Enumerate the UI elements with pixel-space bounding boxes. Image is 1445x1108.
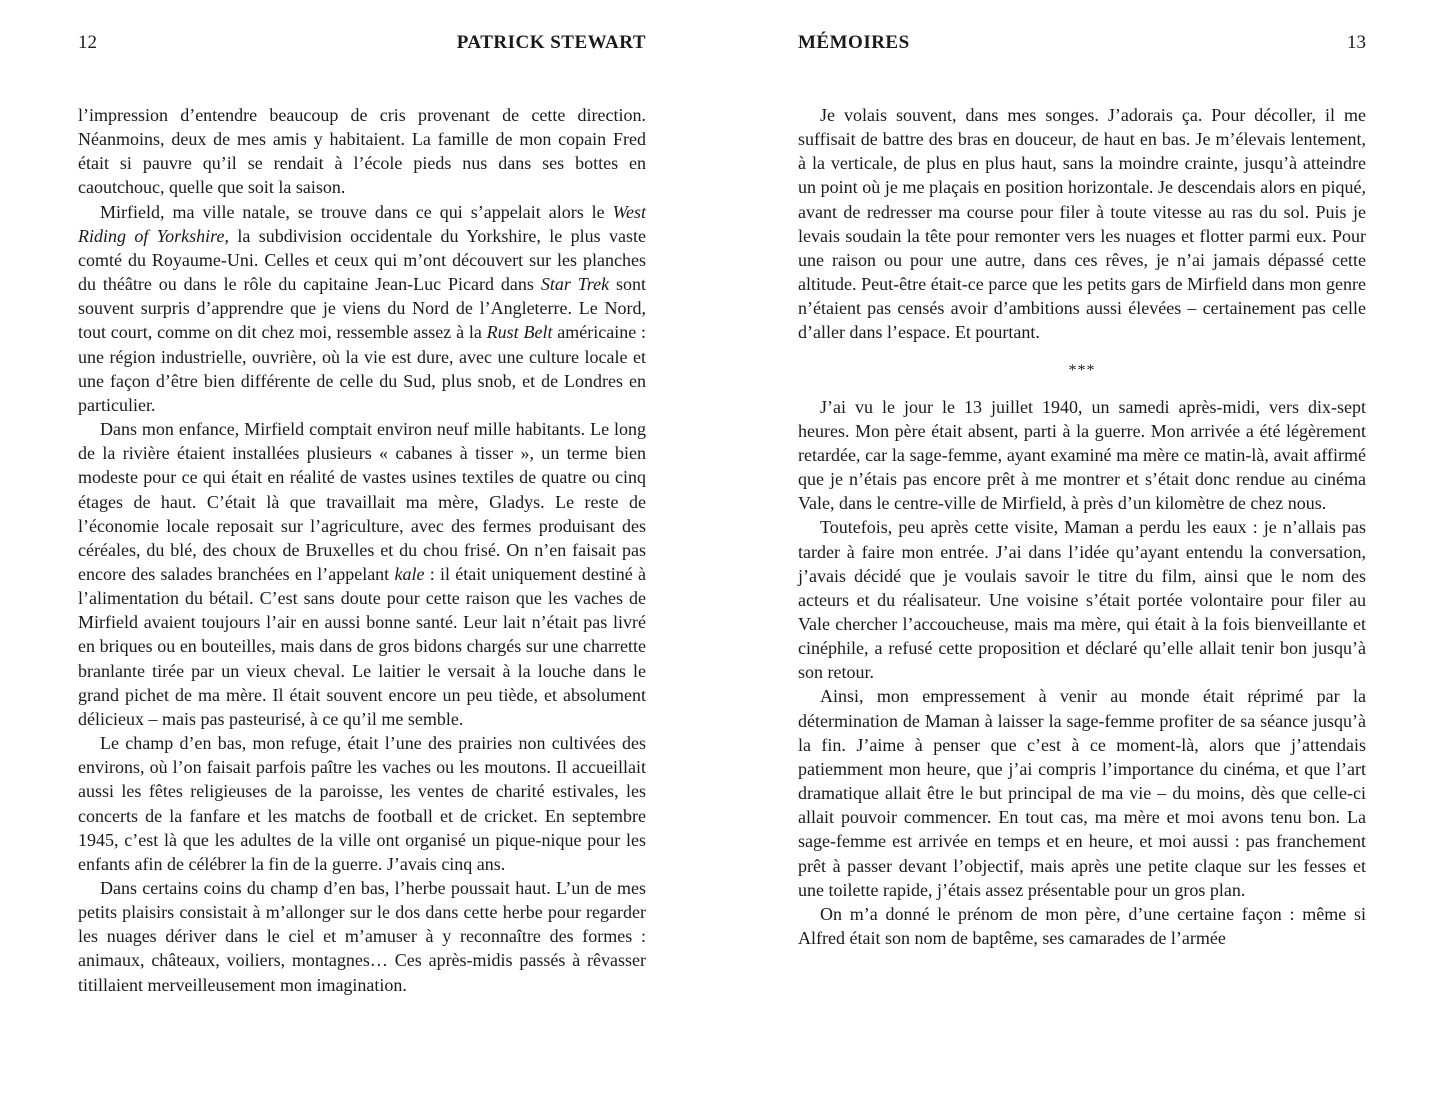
section-separator: *** bbox=[1068, 361, 1096, 379]
left-page bbox=[78, 0, 646, 1108]
paragraph: Toutefois, peu après cette visite, Maman a perdu les eaux : je n’allais pas tarder à faire mon entrée. J’ai dans l’idée qu’ayant entendu la conversation, j’avais décidé que je voulais savoir le titre du film, ainsi que le nom des acteurs et du réalisateur. Une voisine s’était portée volontaire pour filer au Vale chercher l’accoucheuse, mais ma mère, qui était à la fois bienveillante et cinéphile, a refusé cette proposition et déclaré qu’elle allait tenir bon jusqu’à son retour. bbox=[798, 517, 1366, 683]
left-running-head bbox=[78, 30, 646, 56]
paragraph: J’ai vu le jour le 13 juillet 1940, un samedi après-midi, vers dix-sept heures. Mon père était absent, parti à la guerre. Mon arrivée a été légèrement retardée, car la sage-femme, ayant examiné ma mère ce matin-là, avait affirmé que je n’étais pas encore prêt à me montrer et s’était donc rendue au cinéma Vale, dans le centre-ville de Mirfield, à près d’un kilomètre de chez nous. bbox=[798, 396, 1366, 514]
paragraph: l’impression d’entendre beaucoup de cris provenant de cette direction. Néanmoins, deux de mes amis y habitaient. La famille de mon copain Fred était si pauvre qu’il se rendait à l’école pieds nus dans ses bottes en caoutchouc, quelle que soit la saison. bbox=[78, 105, 646, 198]
right-page bbox=[798, 0, 1366, 1108]
paragraph: Ainsi, mon empressement à venir au monde était réprimé par la détermination de Maman à laisser la sage-femme profiter de sa séance jusqu’à la fin. J’aime à penser que c’est à ce moment-là, alors que j’attendais patiemment mon heure, que j’ai compris l’importance du cinéma, et que l’art dramatique allait être le but principal de ma vie – du moins, dès que celle-ci allait pouvoir commencer. En tout cas, ma mère et moi avons tenu bon. La sage-femme est arrivée en temps et en heure, et moi aussi : pas franchement prêt à passer devant l’objectif, mais après une petite claque sur les fesses et une toilette rapide, j’étais assez présentable pour un gros plan. bbox=[798, 686, 1366, 900]
paragraph: Le champ d’en bas, mon refuge, était l’une des prairies non cultivées des environs, où l’on faisait parfois paître les vaches ou les moutons. Il accueillait aussi les fêtes religieuses de la paroisse, les ventes de charité estivales, les concerts de la fanfare et les matchs de football et de cricket. En septembre 1945, c’est là que les adultes de la ville ont organisé un pique-nique pour les enfants afin de célébrer la fin de la guerre. J’avais cinq ans. bbox=[78, 733, 646, 874]
book-running-title: MÉMOIRES bbox=[798, 32, 910, 53]
paragraph: Dans certains coins du champ d’en bas, l’herbe poussait haut. L’un de mes petits plaisirs consistait à m’allonger sur le dos dans cette herbe pour regarder les nuages dériver dans le ciel et m’amuser à y reconnaître des formes : animaux, châteaux, voiliers, montagnes… Ces après-midis passés à rêvasser titillaient merveilleusement mon imagination. bbox=[78, 878, 646, 995]
right-running-head bbox=[798, 30, 1366, 56]
paragraph: Je volais souvent, dans mes songes. J’adorais ça. Pour décoller, il me suffisait de battre des bras en douceur, de haut en bas. Je m’élevais lentement, à la verticale, de plus en plus haut, sans la moindre crainte, jusqu’à atteindre un point où je me plaçais en position horizontale. Je descendais alors en piqué, avant de redresser ma course pour filer à toute vitesse au ras du sol. Puis je levais soudain la tête pour remonter vers les nuages et flotter parmi eux. Pour une raison ou pour une autre, dans ces rêves, je n’ai jamais dépassé cette altitude. Peut-être était-ce parce que les petits gars de Mirfield dans mon genre n’étaient pas censés avoir d’ambitions aussi élevées – certainement pas celle d’aller dans l’espace. Et pourtant. bbox=[798, 105, 1366, 343]
paragraph: Dans mon enfance, Mirfield comptait environ neuf mille habitants. Le long de la rivière étaient installées plusieurs « cabanes à tisser », un terme bien modeste pour ce qui était en réalité de vastes usines textiles de quatre ou cinq étages de haut. C’était là que travaillait ma mère, Gladys. Le reste de l’économie locale reposait sur l’agriculture, avec des fermes produisant des céréales, du blé, des choux de Bruxelles et du chou frisé. On n’en faisait pas encore des salades branchées en l’appelant kale : il était uniquement destiné à l’alimentation du bétail. C’est sans doute pour cette raison que les vaches de Mirfield avaient toujours l’air en aussi bonne santé. Leur lait n’était pas livré en briques ou en bouteilles, mais dans de gros bidons chargés sur une charrette branlante tirée par un vieux cheval. Le laitier le versait à la louche dans le grand pichet de ma mère. Il était souvent encore un peu tiède, et absolument délicieux – mais pas pasteurisé, à ce qu’il me semble. bbox=[78, 419, 646, 729]
paragraph: On m’a donné le prénom de mon père, d’une certaine façon : même si Alfred était son nom de baptême, ses camarades de l’armée bbox=[798, 903, 1366, 948]
page-number-right: 13 bbox=[1347, 32, 1366, 53]
left-body-text bbox=[78, 103, 646, 997]
author-running-title: PATRICK STEWART bbox=[456, 32, 646, 53]
page-number-left: 12 bbox=[78, 32, 97, 53]
paragraph: Mirfield, ma ville natale, se trouve dans ce qui s’appelait alors le West Riding of Yorkshire, la subdivision occidentale du Yorkshire, le plus vaste comté du Royaume-Uni. Celles et ceux qui m’ont découvert sur les planches du théâtre ou dans le rôle du capitaine Jean-Luc Picard dans Star Trek sont souvent surpris d’apprendre que je viens du Nord de l’Angleterre. Le Nord, tout court, comme on dit chez moi, ressemble assez à la Rust Belt américaine : une région industrielle, ouvrière, où la vie est dure, avec une culture locale et une façon d’être bien différente de celle du Sud, plus snob, et de Londres en particulier. bbox=[78, 201, 647, 415]
right-body-text bbox=[798, 103, 1366, 950]
